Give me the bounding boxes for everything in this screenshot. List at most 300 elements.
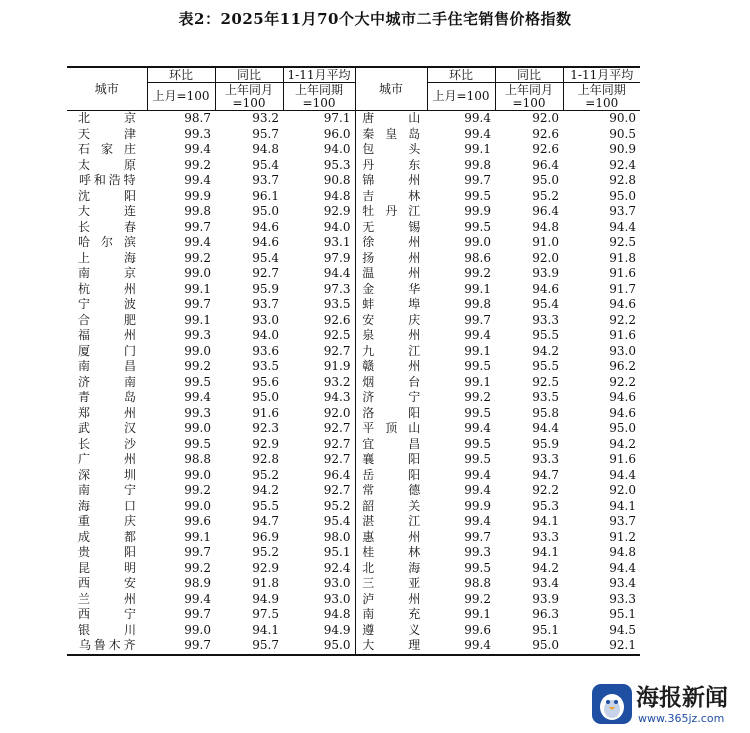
yoy-value-right: 94.6	[532, 281, 559, 296]
city-name-right	[355, 189, 427, 205]
avg-value-right: 94.6	[609, 297, 636, 312]
city-name-right	[355, 638, 427, 655]
watermark-logo	[592, 684, 744, 728]
header-avg-base-left: 上年同期=100	[283, 83, 355, 111]
avg-value-left: 94.8	[323, 607, 351, 622]
city-name-text: 南充	[362, 607, 421, 622]
mom-value-right: 99.2	[464, 266, 491, 281]
city-name-text: 牡丹江	[362, 204, 421, 219]
mom-value-left: 99.0	[184, 498, 211, 513]
avg-value-left: 92.7	[323, 343, 351, 358]
city-name-text: 呼和浩特	[79, 173, 135, 188]
mom-value-left: 99.2	[184, 250, 211, 265]
mom-value-left: 99.5	[184, 374, 211, 389]
avg-value-right: 95.0	[609, 188, 636, 203]
table-row	[67, 592, 640, 608]
avg-value-right: 91.2	[609, 529, 636, 544]
city-name-right	[355, 545, 427, 561]
avg-value-left: 92.4	[323, 560, 351, 575]
city-name-left	[67, 545, 147, 561]
mom-value-left: 99.2	[184, 560, 211, 575]
city-name-text: 西安	[78, 576, 136, 591]
header-avg-right: 1-11月平均	[563, 67, 640, 83]
city-name-left	[67, 406, 147, 422]
avg-value-right: 90.9	[609, 142, 636, 157]
city-name-text: 包头	[362, 142, 421, 157]
avg-value-left: 95.3	[323, 157, 351, 172]
city-name-text: 武汉	[78, 421, 136, 436]
avg-value-left: 97.1	[323, 111, 351, 126]
city-name-text: 长春	[78, 219, 136, 234]
city-name-left	[67, 561, 147, 577]
city-name-left	[67, 173, 147, 189]
city-name-text: 哈尔滨	[78, 235, 136, 250]
avg-value-left: 94.0	[323, 142, 351, 157]
city-name-text: 长沙	[78, 436, 136, 451]
avg-value-right: 90.0	[609, 111, 636, 126]
mom-value-left: 99.7	[184, 638, 211, 653]
city-name-left	[67, 359, 147, 375]
city-name-left	[67, 282, 147, 298]
avg-value-right: 94.4	[609, 560, 636, 575]
watermark-url: www.365jz.com	[638, 712, 725, 725]
mom-value-right: 99.5	[464, 452, 491, 467]
yoy-value-right: 93.9	[532, 266, 559, 281]
mom-value-left: 99.3	[184, 328, 211, 343]
yoy-value-left: 94.9	[252, 591, 279, 606]
avg-value-right: 91.8	[609, 250, 636, 265]
city-name-text: 湛江	[362, 514, 421, 529]
avg-value-left: 95.4	[323, 514, 351, 529]
yoy-value-left: 95.4	[252, 250, 279, 265]
yoy-value-right: 95.0	[532, 173, 559, 188]
city-name-text: 杭州	[78, 281, 136, 296]
mom-value-left: 99.0	[184, 421, 211, 436]
mom-value-left: 99.7	[184, 297, 211, 312]
yoy-value-right: 95.4	[532, 297, 559, 312]
city-name-right	[355, 266, 427, 282]
yoy-value-left: 95.0	[252, 204, 279, 219]
city-name-text: 岳阳	[362, 467, 421, 482]
avg-value-left: 90.8	[323, 173, 351, 188]
city-name-text: 秦皇岛	[362, 126, 421, 141]
city-name-text: 银川	[78, 622, 136, 637]
city-name-text: 蚌埠	[362, 297, 421, 312]
avg-value-left: 95.2	[323, 498, 351, 513]
city-name-left	[67, 576, 147, 592]
mom-value-right: 98.6	[464, 250, 491, 265]
city-name-text: 锦州	[362, 173, 421, 188]
table-row	[67, 545, 640, 561]
yoy-value-left: 95.7	[252, 638, 279, 653]
table-row	[67, 607, 640, 623]
city-name-left	[67, 421, 147, 437]
avg-value-left: 93.0	[323, 591, 351, 606]
city-name-text: 广州	[78, 452, 136, 467]
mom-value-left: 99.1	[184, 281, 211, 296]
mom-value-right: 98.8	[464, 576, 491, 591]
header-mom-base-right: 上月=100	[427, 83, 495, 111]
yoy-value-left: 94.7	[252, 514, 279, 529]
avg-value-right: 92.2	[609, 374, 636, 389]
mom-value-left: 99.0	[184, 266, 211, 281]
yoy-value-right: 95.5	[532, 328, 559, 343]
city-name-text: 徐州	[362, 235, 421, 250]
avg-value-left: 96.0	[323, 126, 351, 141]
city-name-text: 沈阳	[78, 188, 136, 203]
mom-value-left: 99.2	[184, 157, 211, 172]
city-name-text: 天津	[78, 126, 136, 141]
city-name-left	[67, 514, 147, 530]
yoy-value-left: 96.9	[252, 529, 279, 544]
table-body	[67, 111, 640, 655]
avg-value-right: 93.0	[609, 343, 636, 358]
yoy-value-right: 94.8	[532, 219, 559, 234]
city-name-text: 安庆	[362, 312, 421, 327]
yoy-value-left: 94.8	[252, 142, 279, 157]
city-name-left	[67, 437, 147, 453]
city-name-right	[355, 530, 427, 546]
yoy-value-right: 96.3	[532, 607, 559, 622]
city-name-text: 上海	[78, 250, 136, 265]
city-name-text: 乌鲁木齐	[79, 638, 135, 653]
city-name-text: 丹东	[362, 157, 421, 172]
city-name-right	[355, 375, 427, 391]
avg-value-right: 91.7	[609, 281, 636, 296]
avg-value-left: 96.4	[323, 467, 351, 482]
city-name-left	[67, 375, 147, 391]
city-name-left	[67, 266, 147, 282]
header-mom-right: 环比	[427, 67, 495, 83]
mom-value-right: 99.1	[464, 142, 491, 157]
city-name-right	[355, 235, 427, 251]
city-name-text: 襄阳	[362, 452, 421, 467]
mom-value-right: 99.0	[464, 235, 491, 250]
table-row	[67, 189, 640, 205]
city-name-text: 大连	[78, 204, 136, 219]
city-name-right	[355, 561, 427, 577]
table-row	[67, 266, 640, 282]
city-name-left	[67, 235, 147, 251]
mom-value-right: 99.7	[464, 529, 491, 544]
yoy-value-left: 96.1	[252, 188, 279, 203]
avg-value-left: 93.5	[323, 297, 351, 312]
city-name-left	[67, 592, 147, 608]
city-name-left	[67, 452, 147, 468]
mom-value-left: 98.9	[184, 576, 211, 591]
city-name-left	[67, 530, 147, 546]
header-avg-left: 1-11月平均	[283, 67, 355, 83]
table-row	[67, 220, 640, 236]
yoy-value-left: 92.7	[252, 266, 279, 281]
mom-value-right: 99.5	[464, 436, 491, 451]
avg-value-right: 92.1	[609, 638, 636, 653]
table-row	[67, 530, 640, 546]
city-name-right	[355, 406, 427, 422]
city-name-left	[67, 623, 147, 639]
avg-value-left: 94.9	[323, 622, 351, 637]
city-name-text: 重庆	[78, 514, 136, 529]
city-name-left	[67, 158, 147, 174]
avg-value-right: 92.5	[609, 235, 636, 250]
yoy-value-right: 95.1	[532, 622, 559, 637]
city-name-text: 南宁	[78, 483, 136, 498]
yoy-value-right: 95.9	[532, 436, 559, 451]
mom-value-left: 99.3	[184, 126, 211, 141]
yoy-value-left: 91.8	[252, 576, 279, 591]
city-name-right	[355, 142, 427, 158]
city-name-left	[67, 127, 147, 143]
city-name-text: 泸州	[362, 591, 421, 606]
city-name-right	[355, 173, 427, 189]
avg-value-left: 94.3	[323, 390, 351, 405]
city-name-right	[355, 576, 427, 592]
city-name-text: 济宁	[362, 390, 421, 405]
avg-value-right: 94.8	[609, 545, 636, 560]
table-row	[67, 576, 640, 592]
avg-value-right: 91.6	[609, 328, 636, 343]
city-name-left	[67, 251, 147, 267]
yoy-value-right: 92.6	[532, 126, 559, 141]
city-name-text: 郑州	[78, 405, 136, 420]
yoy-value-left: 95.4	[252, 157, 279, 172]
mom-value-left: 99.4	[184, 235, 211, 250]
yoy-value-left: 93.7	[252, 173, 279, 188]
city-name-text: 泉州	[362, 328, 421, 343]
mom-value-right: 99.9	[464, 204, 491, 219]
yoy-value-left: 94.6	[252, 219, 279, 234]
yoy-value-right: 92.2	[532, 483, 559, 498]
yoy-value-left: 92.3	[252, 421, 279, 436]
avg-value-left: 93.1	[323, 235, 351, 250]
table-row	[67, 421, 640, 437]
yoy-value-left: 92.9	[252, 560, 279, 575]
yoy-value-left: 95.9	[252, 281, 279, 296]
city-name-text: 遵义	[362, 622, 421, 637]
avg-value-left: 93.2	[323, 374, 351, 389]
city-name-left	[67, 142, 147, 158]
city-name-text: 九江	[362, 343, 421, 358]
avg-value-right: 94.4	[609, 467, 636, 482]
city-name-right	[355, 359, 427, 375]
yoy-value-right: 94.1	[532, 514, 559, 529]
yoy-value-right: 93.3	[532, 312, 559, 327]
city-name-left	[67, 204, 147, 220]
mom-value-right: 99.5	[464, 405, 491, 420]
avg-value-left: 92.7	[323, 421, 351, 436]
city-name-right	[355, 421, 427, 437]
city-name-left	[67, 390, 147, 406]
city-name-text: 合肥	[78, 312, 136, 327]
mom-value-left: 99.0	[184, 467, 211, 482]
city-name-text: 宜昌	[362, 436, 421, 451]
city-name-text: 桂林	[362, 545, 421, 560]
yoy-value-left: 93.7	[252, 297, 279, 312]
header-city-left: 城市	[94, 82, 119, 96]
table-row	[67, 328, 640, 344]
mom-value-right: 99.4	[464, 483, 491, 498]
mom-value-right: 99.7	[464, 173, 491, 188]
avg-value-left: 94.0	[323, 219, 351, 234]
header-avg-base-right: 上年同期=100	[563, 83, 640, 111]
city-name-text: 吉林	[362, 188, 421, 203]
avg-value-left: 92.0	[323, 405, 351, 420]
mom-value-left: 99.4	[184, 173, 211, 188]
avg-value-right: 94.6	[609, 390, 636, 405]
avg-value-right: 93.7	[609, 514, 636, 529]
city-name-text: 贵阳	[78, 545, 136, 560]
table-row	[67, 111, 640, 127]
mom-value-right: 99.1	[464, 607, 491, 622]
city-name-right	[355, 592, 427, 608]
yoy-value-left: 95.2	[252, 545, 279, 560]
table-row	[67, 390, 640, 406]
mom-value-left: 99.8	[184, 204, 211, 219]
avg-value-right: 94.6	[609, 405, 636, 420]
mom-value-left: 99.0	[184, 622, 211, 637]
yoy-value-left: 94.6	[252, 235, 279, 250]
mom-value-right: 99.5	[464, 560, 491, 575]
yoy-value-right: 93.5	[532, 390, 559, 405]
avg-value-right: 92.8	[609, 173, 636, 188]
city-name-text: 烟台	[362, 374, 421, 389]
avg-value-left: 95.1	[323, 545, 351, 560]
city-name-text: 无锡	[362, 219, 421, 234]
table-row	[67, 437, 640, 453]
city-name-right	[355, 282, 427, 298]
mom-value-right: 99.6	[464, 622, 491, 637]
avg-value-left: 92.7	[323, 483, 351, 498]
city-name-right	[355, 111, 427, 127]
table-row	[67, 344, 640, 360]
yoy-value-left: 95.7	[252, 126, 279, 141]
yoy-value-right: 95.3	[532, 498, 559, 513]
city-name-text: 金华	[362, 281, 421, 296]
city-name-text: 福州	[78, 328, 136, 343]
city-name-right	[355, 437, 427, 453]
table-row	[67, 297, 640, 313]
mom-value-left: 99.7	[184, 545, 211, 560]
avg-value-left: 98.0	[323, 529, 351, 544]
mom-value-right: 99.2	[464, 591, 491, 606]
city-name-right	[355, 483, 427, 499]
yoy-value-right: 91.0	[532, 235, 559, 250]
city-name-text: 南京	[78, 266, 136, 281]
avg-value-left: 97.9	[323, 250, 351, 265]
city-name-left	[67, 220, 147, 236]
city-name-text: 深圳	[78, 467, 136, 482]
mom-value-right: 99.4	[464, 111, 491, 126]
mom-value-left: 98.8	[184, 452, 211, 467]
city-name-text: 韶关	[362, 498, 421, 513]
city-name-right	[355, 297, 427, 313]
avg-value-left: 92.7	[323, 436, 351, 451]
avg-value-right: 92.4	[609, 157, 636, 172]
yoy-value-right: 94.4	[532, 421, 559, 436]
city-name-right	[355, 158, 427, 174]
yoy-value-left: 95.5	[252, 498, 279, 513]
city-name-right	[355, 328, 427, 344]
mom-value-left: 99.0	[184, 343, 211, 358]
table-row	[67, 173, 640, 189]
avg-value-left: 92.5	[323, 328, 351, 343]
avg-value-left: 97.3	[323, 281, 351, 296]
city-name-text: 青岛	[78, 390, 136, 405]
table-row	[67, 235, 640, 251]
city-name-right	[355, 390, 427, 406]
mom-value-right: 99.1	[464, 281, 491, 296]
city-name-text: 三亚	[362, 576, 421, 591]
city-name-text: 昆明	[78, 560, 136, 575]
yoy-value-left: 93.6	[252, 343, 279, 358]
table-row	[67, 499, 640, 515]
mom-value-right: 99.5	[464, 359, 491, 374]
table-row	[67, 251, 640, 267]
table-row	[67, 313, 640, 329]
mom-value-right: 99.4	[464, 126, 491, 141]
avg-value-right: 91.6	[609, 452, 636, 467]
mom-value-left: 99.9	[184, 188, 211, 203]
mom-value-right: 99.9	[464, 498, 491, 513]
avg-value-left: 92.6	[323, 312, 351, 327]
yoy-value-left: 93.5	[252, 359, 279, 374]
yoy-value-right: 93.3	[532, 529, 559, 544]
avg-value-left: 91.9	[323, 359, 351, 374]
city-name-right	[355, 127, 427, 143]
avg-value-right: 93.3	[609, 591, 636, 606]
yoy-value-right: 96.4	[532, 157, 559, 172]
mom-value-left: 99.6	[184, 514, 211, 529]
city-name-text: 兰州	[78, 591, 136, 606]
city-name-text: 西宁	[78, 607, 136, 622]
mom-value-left: 99.2	[184, 483, 211, 498]
table-row	[67, 514, 640, 530]
yoy-value-right: 96.4	[532, 204, 559, 219]
avg-value-right: 92.2	[609, 312, 636, 327]
avg-value-right: 94.4	[609, 219, 636, 234]
yoy-value-left: 95.2	[252, 467, 279, 482]
city-name-right	[355, 220, 427, 236]
city-name-left	[67, 111, 147, 127]
mom-value-left: 98.7	[184, 111, 211, 126]
mom-value-right: 99.5	[464, 219, 491, 234]
yoy-value-right: 95.8	[532, 405, 559, 420]
city-name-text: 宁波	[78, 297, 136, 312]
city-name-text: 赣州	[362, 359, 421, 374]
yoy-value-left: 97.5	[252, 607, 279, 622]
yoy-value-right: 93.4	[532, 576, 559, 591]
avg-value-right: 96.2	[609, 359, 636, 374]
avg-value-left: 92.9	[323, 204, 351, 219]
city-name-left	[67, 638, 147, 655]
avg-value-right: 94.5	[609, 622, 636, 637]
yoy-value-right: 93.3	[532, 452, 559, 467]
yoy-value-right: 95.5	[532, 359, 559, 374]
city-name-text: 成都	[78, 529, 136, 544]
header-mom-base-left: 上月=100	[147, 83, 215, 111]
city-name-text: 温州	[362, 266, 421, 281]
avg-value-right: 94.1	[609, 498, 636, 513]
table-row	[67, 561, 640, 577]
city-name-left	[67, 328, 147, 344]
mom-value-left: 99.4	[184, 591, 211, 606]
city-name-right	[355, 251, 427, 267]
table-row	[67, 204, 640, 220]
city-name-text: 唐山	[362, 111, 421, 126]
mom-value-left: 99.5	[184, 436, 211, 451]
avg-value-right: 94.2	[609, 436, 636, 451]
city-name-left	[67, 313, 147, 329]
